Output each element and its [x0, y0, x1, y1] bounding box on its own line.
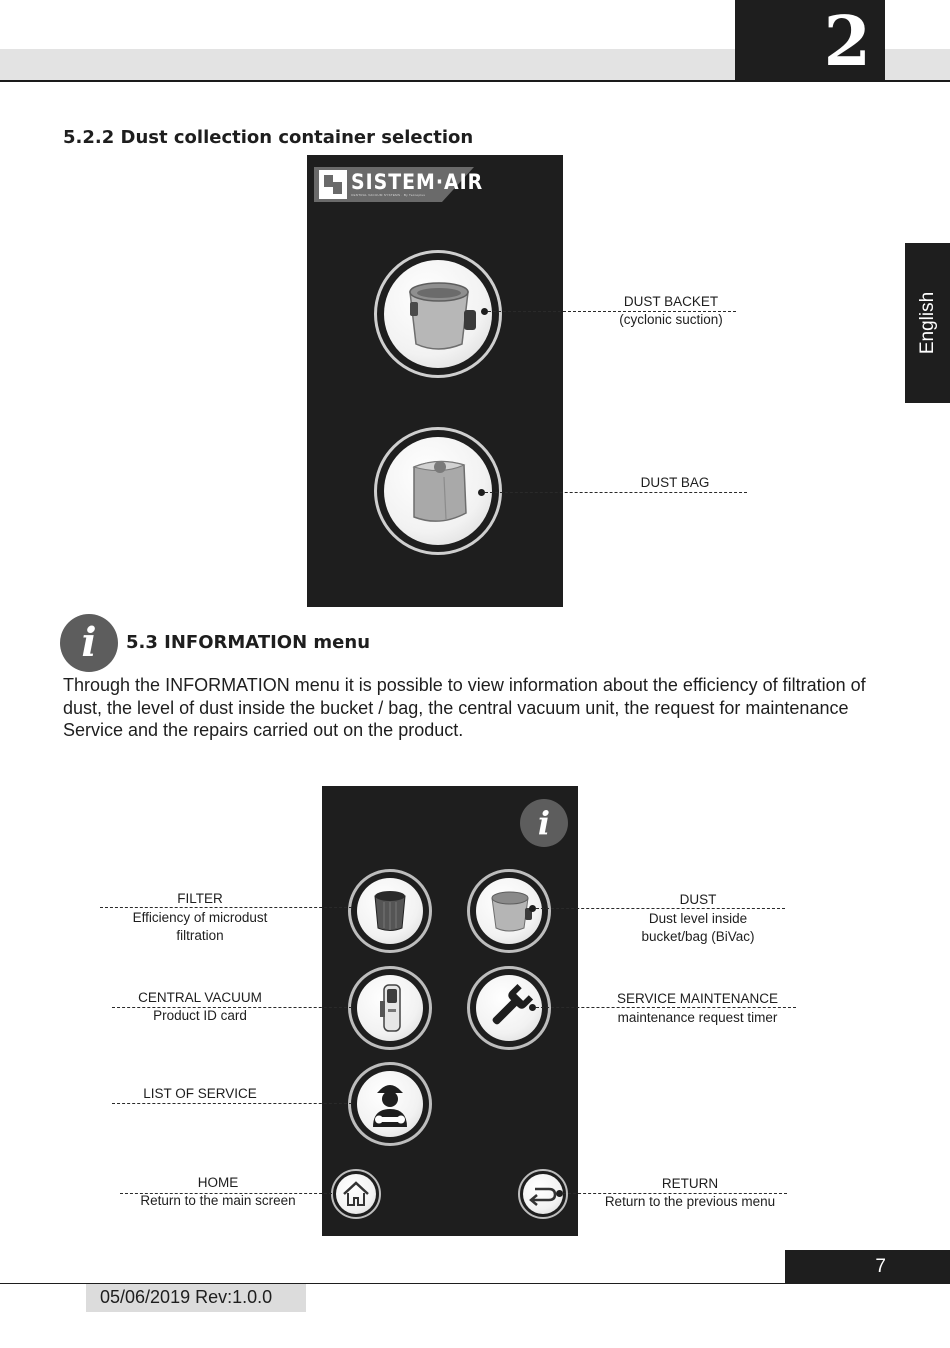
dust-label: DUST [679, 892, 717, 907]
home-desc: Return to the main screen [140, 1193, 296, 1208]
dust-bucket-icon [384, 260, 492, 368]
list-of-service-button[interactable] [348, 1062, 432, 1146]
info-section-icon: i [60, 614, 118, 672]
filter-button-face [357, 878, 423, 944]
brand-logo-subtext: CENTRAL VACUUM SYSTEMS · By Tecnoplus [351, 193, 426, 197]
central-vacuum-label: CENTRAL VACUUM [138, 990, 262, 1005]
dust-level-button[interactable] [467, 869, 551, 953]
callout-dot-dust [529, 905, 536, 912]
service-maintenance-button[interactable] [467, 966, 551, 1050]
page-number: 7 [875, 1256, 886, 1277]
dust-bucket-sublabel: (cyclonic suction) [619, 312, 723, 327]
home-button-face [336, 1174, 376, 1214]
page-number-box [785, 1250, 950, 1283]
language-label: English [916, 291, 938, 355]
dust-desc-line2: bucket/bag (BiVac) [641, 929, 755, 944]
callout-dot-return [556, 1190, 563, 1197]
home-icon [336, 1174, 376, 1214]
dust-bucket-button-face [384, 260, 492, 368]
callout-line-bag [485, 492, 747, 493]
central-vacuum-icon [357, 975, 423, 1041]
info-icon: i [520, 799, 568, 847]
filter-label: FILTER [177, 891, 223, 906]
service-maintenance-label: SERVICE MAINTENANCE [616, 991, 779, 1006]
revision-text: 05/06/2019 Rev:1.0.0 [100, 1287, 273, 1307]
intro-paragraph: Through the INFORMATION menu it is possible to view information about the efficiency of filtration of dust, the level of dust inside the bucket / bag, the central vacuum unit, the request for maintenance Service and the repairs carried out on the product. [63, 675, 866, 740]
filter-desc-line2: filtration [176, 928, 224, 943]
home-button[interactable] [331, 1169, 381, 1219]
chapter-number: 2 [823, 2, 871, 82]
return-label: RETURN [661, 1176, 719, 1191]
list-of-service-label: LIST OF SERVICE [143, 1086, 257, 1101]
dust-bag-label: DUST BAG [640, 475, 710, 490]
dust-bag-icon [384, 437, 492, 545]
dust-bag-button-face [384, 437, 492, 545]
callout-dot-service [529, 1004, 536, 1011]
home-label: HOME [197, 1175, 239, 1190]
callout-dot-bucket [481, 308, 488, 315]
service-maintenance-desc: maintenance request timer [617, 1010, 778, 1025]
central-vacuum-button[interactable] [348, 966, 432, 1050]
dust-desc-line1: Dust level inside [648, 911, 748, 926]
central-vacuum-button-face [357, 975, 423, 1041]
filter-icon [357, 878, 423, 944]
callout-dot-bag [478, 489, 485, 496]
filter-desc-line1: Efficiency of microdust [132, 910, 268, 925]
callout-line-list-of-service [112, 1103, 352, 1104]
return-desc: Return to the previous menu [604, 1194, 776, 1209]
section-title-522: 5.2.2 Dust collection container selection [63, 127, 474, 148]
section-title-53: 5.3 INFORMATION menu [126, 632, 371, 653]
brand-logo-icon [319, 170, 347, 199]
brand-logo-text: SISTEM·AIR [351, 170, 484, 194]
chapter-tab [735, 0, 885, 80]
filter-button[interactable] [348, 869, 432, 953]
technician-icon [357, 1071, 423, 1137]
central-vacuum-desc: Product ID card [153, 1008, 247, 1023]
list-of-service-button-face [357, 1071, 423, 1137]
revision-box [86, 1284, 306, 1312]
dust-bucket-label: DUST BACKET [623, 294, 719, 309]
language-tab [905, 243, 950, 403]
